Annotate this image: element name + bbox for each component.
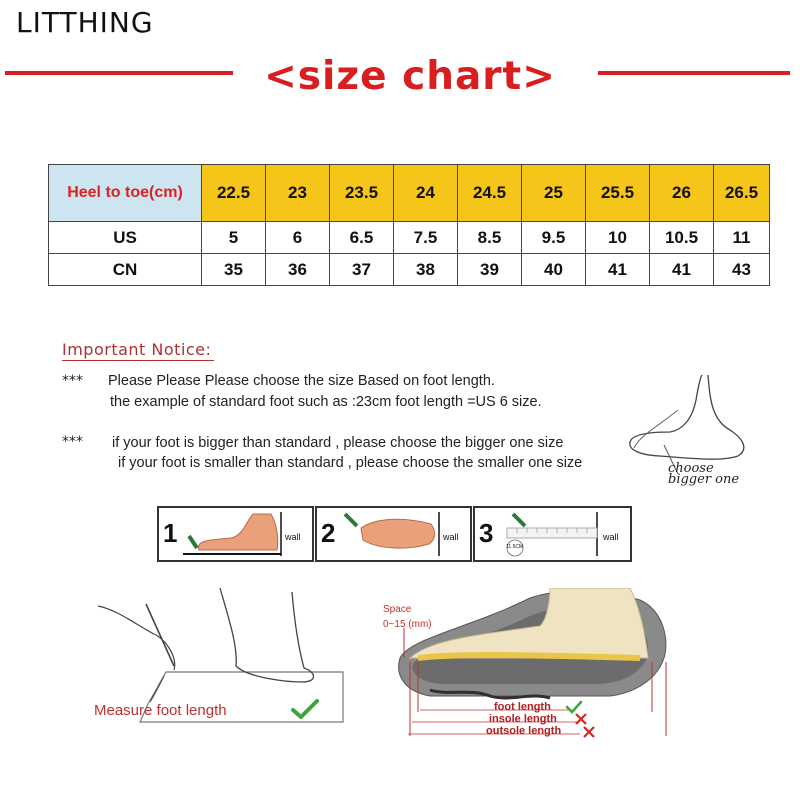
table-header-row xyxy=(49,165,770,222)
table-cell: 37 xyxy=(330,254,394,286)
length-cell: 24.5 xyxy=(458,165,522,222)
table-cell: 6.5 xyxy=(330,222,394,254)
notice-block xyxy=(62,340,211,359)
length-cell: 25 xyxy=(522,165,586,222)
notice-underline xyxy=(62,360,214,361)
step-number: 3 xyxy=(479,518,494,548)
length-cell: 25.5 xyxy=(586,165,650,222)
title-rule-right xyxy=(598,71,790,75)
wall-label: wall xyxy=(443,532,459,542)
header-label: Heel to toe(cm) xyxy=(49,165,202,222)
length-cell: 23 xyxy=(266,165,330,222)
cross-icon xyxy=(582,725,596,739)
notice-line: if your foot is bigger than standard , please choose the bigger one size xyxy=(112,435,564,451)
notice-title: Important Notice: xyxy=(62,340,212,359)
row-label: US xyxy=(49,222,202,254)
length-cell: 24 xyxy=(394,165,458,222)
ruler-mark: 11.5CM xyxy=(506,544,524,550)
cross-icon xyxy=(574,712,588,726)
table-cell: 10.5 xyxy=(650,222,714,254)
choose-bigger-hint: choose bigger one xyxy=(668,461,740,487)
brand-logo: LITTHING xyxy=(16,6,154,39)
page-title: <size chart> xyxy=(264,54,556,99)
title-rule-left xyxy=(5,71,233,75)
table-cell: 41 xyxy=(650,254,714,286)
length-cell: 22.5 xyxy=(202,165,266,222)
notice-line: if your foot is smaller than standard , please choose the smaller one size xyxy=(118,455,583,471)
ruler-icon xyxy=(497,510,617,558)
notice-line: the example of standard foot such as :23cm foot length =US 6 size. xyxy=(110,394,542,410)
step-box xyxy=(157,506,314,562)
step-box xyxy=(473,506,632,562)
table-cell: 41 xyxy=(586,254,650,286)
check-icon xyxy=(290,698,320,720)
step-number: 1 xyxy=(163,518,178,548)
table-cell: 38 xyxy=(394,254,458,286)
table-cell: 43 xyxy=(714,254,770,286)
row-label: CN xyxy=(49,254,202,286)
table-cell: 10 xyxy=(586,222,650,254)
insole-length-label: insole length xyxy=(489,713,557,725)
length-cell: 26.5 xyxy=(714,165,770,222)
measure-foot-label: Measure foot length xyxy=(94,702,227,719)
wall-label: wall xyxy=(285,532,301,542)
step-number: 2 xyxy=(321,518,336,548)
foot-top-icon xyxy=(339,510,459,558)
foot-length-label: foot length xyxy=(494,701,551,713)
wall-label: wall xyxy=(603,532,619,542)
step-box xyxy=(315,506,472,562)
notice-bullet: *** xyxy=(62,434,83,450)
length-cell: 23.5 xyxy=(330,165,394,222)
table-cell: 40 xyxy=(522,254,586,286)
table-row xyxy=(49,254,770,286)
space-label: Space xyxy=(383,604,412,615)
outsole-length-label: outsole length xyxy=(486,725,562,737)
table-cell: 6 xyxy=(266,222,330,254)
table-cell: 7.5 xyxy=(394,222,458,254)
table-cell: 5 xyxy=(202,222,266,254)
foot-icon xyxy=(181,510,301,558)
table-cell: 36 xyxy=(266,254,330,286)
table-cell: 39 xyxy=(458,254,522,286)
table-row xyxy=(49,222,770,254)
notice-bullet: *** xyxy=(62,373,83,389)
length-cell: 26 xyxy=(650,165,714,222)
table-cell: 11 xyxy=(714,222,770,254)
table-cell: 9.5 xyxy=(522,222,586,254)
space-range: 0~15 (mm) xyxy=(383,619,432,630)
table-cell: 8.5 xyxy=(458,222,522,254)
notice-line: Please Please Please choose the size Based on foot length. xyxy=(108,373,495,389)
size-chart-table xyxy=(48,164,770,286)
table-cell: 35 xyxy=(202,254,266,286)
